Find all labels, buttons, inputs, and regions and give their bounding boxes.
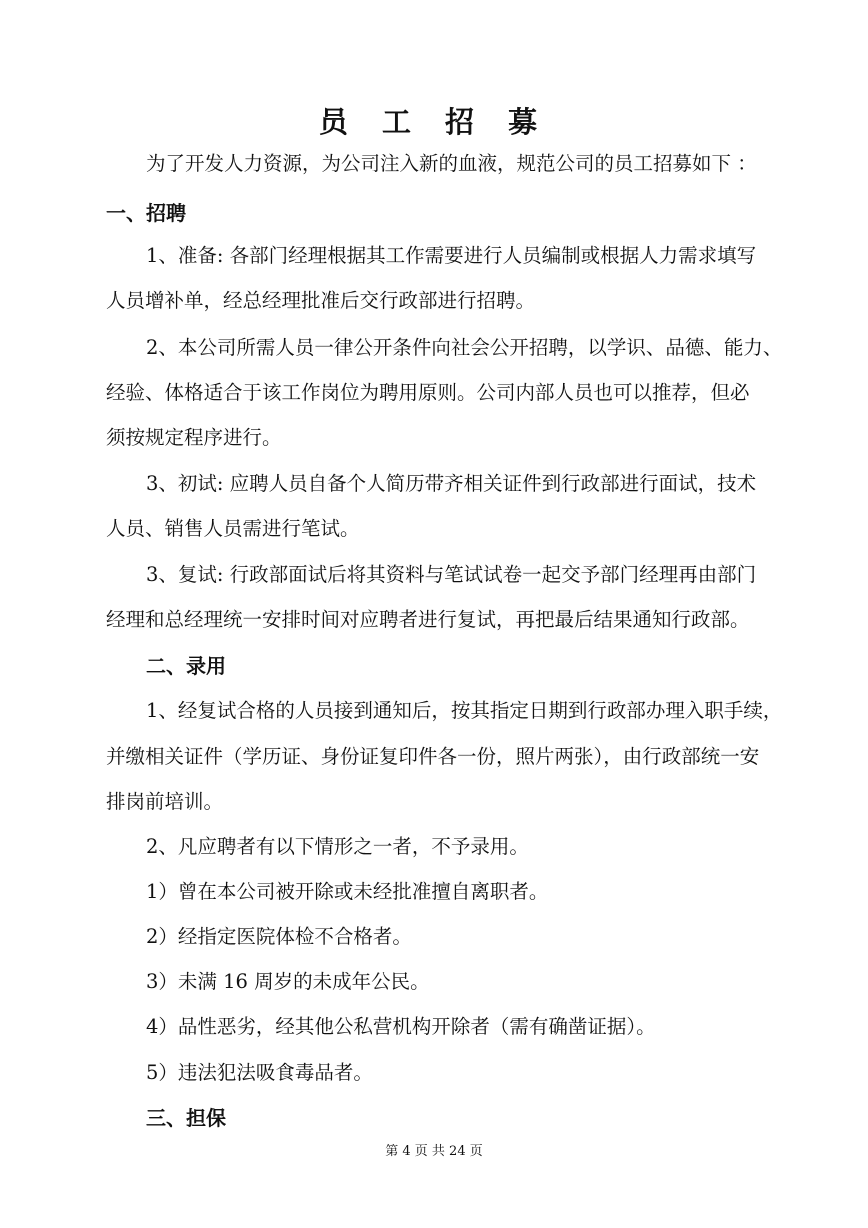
paragraph-line: 1、经复试合格的人员接到通知后，按其指定日期到行政部办理入职手续， xyxy=(146,699,783,722)
document-title: 员 工 招 募 xyxy=(318,105,550,139)
list-item: 3）未满 16 周岁的未成年公民。 xyxy=(146,970,430,993)
paragraph-line: 排岗前培训。 xyxy=(106,790,224,813)
list-item: 4）品性恶劣，经其他公私营机构开除者（需有确凿证据）。 xyxy=(146,1015,656,1038)
section-heading-hiring: 二、录用 xyxy=(146,654,226,678)
paragraph-line: 须按规定程序进行。 xyxy=(106,426,282,449)
paragraph-line: 经理和总经理统一安排时间对应聘者进行复试，再把最后结果通知行政部。 xyxy=(106,608,750,631)
paragraph-line: 1、准备: 各部门经理根据其工作需要进行人员编制或根据人力需求填写 xyxy=(146,244,757,267)
intro-paragraph: 为了开发人力资源，为公司注入新的血液，规范公司的员工招募如下 ： xyxy=(146,152,757,175)
list-item: 5）违法犯法吸食毒品者。 xyxy=(146,1061,373,1084)
paragraph-line: 3、复试: 行政部面试后将其资料与笔试试卷一起交予部门经理再由部门 xyxy=(146,563,757,586)
paragraph-line: 人员增补单，经总经理批准后交行政部进行招聘。 xyxy=(106,289,536,312)
paragraph-line: 人员、销售人员需进行笔试。 xyxy=(106,517,360,540)
paragraph-line: 2、凡应聘者有以下情形之一者，不予录用。 xyxy=(146,835,529,858)
section-heading-guarantee: 三、担保 xyxy=(146,1106,226,1130)
page-footer: 第 4 页 共 24 页 xyxy=(385,1144,483,1159)
paragraph-line: 并缴相关证件（学历证、身份证复印件各一份，照片两张），由行政部统一安 xyxy=(106,745,760,768)
paragraph-line: 2、本公司所需人员一律公开条件向社会公开招聘，以学识、品德、能力、 xyxy=(146,336,783,359)
section-heading-recruitment: 一、招聘 xyxy=(106,201,186,225)
list-item: 1）曾在本公司被开除或未经批准擅自离职者。 xyxy=(146,880,549,903)
list-item: 2）经指定医院体检不合格者。 xyxy=(146,925,412,948)
paragraph-line: 经验、体格适合于该工作岗位为聘用原则。公司内部人员也可以推荐，但必 xyxy=(106,381,750,404)
paragraph-line: 3、初试: 应聘人员自备个人简历带齐相关证件到行政部进行面试，技术 xyxy=(146,472,757,495)
